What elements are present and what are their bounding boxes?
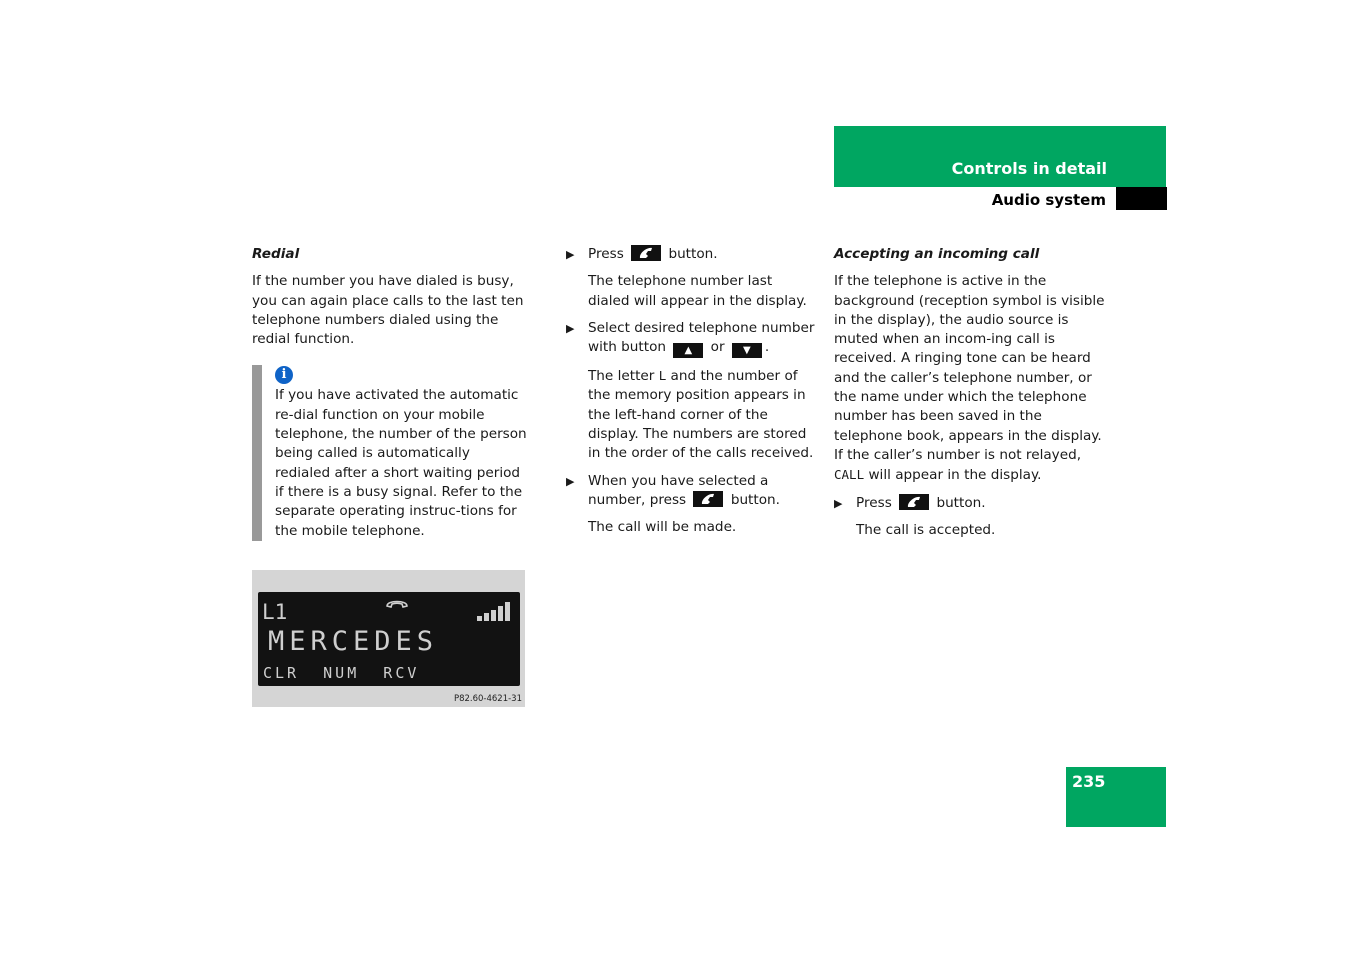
phone-button-icon: [899, 494, 929, 510]
incoming-text: [834, 272, 1111, 485]
step-text: or: [710, 339, 725, 356]
step-text: Press: [588, 246, 624, 262]
phone-handset-icon: [384, 597, 410, 611]
step-arrow-icon: ▶: [566, 248, 575, 261]
lcd-softkeys: CLR NUM RCV: [263, 664, 420, 682]
step-select-number: [566, 319, 816, 358]
result-text: and the number of the memory position appears in the left-hand corner of the display. The numbers are stored in the order of the calls received.: [588, 368, 814, 462]
step-result: [566, 366, 816, 463]
lcd-screen: [258, 592, 520, 686]
lcd-letter: L: [658, 368, 667, 384]
step-text: When you have selected a number, press: [588, 472, 769, 508]
step-text: button.: [936, 494, 986, 511]
column-redial-steps: [566, 245, 816, 546]
result-text: The letter: [588, 368, 655, 385]
phone-button-icon: [631, 245, 661, 261]
step-text: Press: [856, 494, 892, 511]
up-button-icon: ▲: [673, 343, 703, 358]
step-arrow-icon: ▶: [566, 321, 575, 335]
note-bar: [252, 365, 262, 540]
redial-intro: If the number you have dialed is busy, you can again place calls to the last ten telephone numbers dialed using the redial function.: [252, 273, 524, 348]
step-result: The telephone number last dialed will appear in the display.: [588, 273, 807, 309]
step-make-call: [566, 472, 816, 511]
down-button-icon: ▼: [732, 343, 762, 358]
info-icon: i: [275, 366, 293, 384]
step-text: Select desired telephone number with button: [588, 319, 815, 356]
step-press-phone: [566, 245, 816, 264]
lcd-memory-position: L1: [262, 600, 288, 624]
incoming-heading: Accepting an incoming call: [834, 246, 1040, 262]
column-incoming-call: [834, 245, 1111, 548]
header-tab-marker: [1116, 187, 1167, 210]
step-arrow-icon: ▶: [834, 496, 843, 510]
section-title: Controls in detail: [951, 159, 1107, 178]
column-redial: [252, 245, 527, 594]
lcd-call-word: CALL: [834, 467, 865, 483]
body-text: will appear in the display.: [868, 467, 1042, 484]
step-result: The call will be made.: [588, 519, 737, 536]
page-number: 235: [1072, 772, 1106, 791]
display-illustration: [252, 570, 525, 707]
redial-heading: Redial: [252, 246, 300, 262]
step-arrow-icon: ▶: [566, 474, 575, 488]
note-text: If you have activated the automatic re-dial function on your mobile telephone, the number of the person being called is automatically redialed after a short waiting period if there is a busy signal. Refer to the separate operating instruc-tions for the mobile telephone.: [275, 387, 527, 539]
lcd-caller-name: MERCEDES: [268, 626, 439, 657]
step-text: .: [764, 339, 770, 356]
info-note: [252, 365, 527, 540]
step-text: button.: [730, 491, 780, 508]
step-text: button.: [668, 246, 718, 262]
section-subtitle: Audio system: [991, 191, 1106, 209]
body-text: If the telephone is active in the background (reception symbol is visible in the display), the audio source is muted when an incom-ing call is received. A ringing tone can be heard and the caller’s telephone number, or the name under which the telephone number has been saved in the telephone book, appears in the display. If the caller’s number is not relayed,: [834, 273, 1105, 463]
step-result: The call is accepted.: [856, 521, 996, 538]
image-code: P82.60-4621-31: [453, 694, 522, 704]
step-accept-call: [834, 494, 1111, 513]
signal-strength-icon: [476, 600, 516, 622]
phone-button-icon: [693, 491, 723, 507]
